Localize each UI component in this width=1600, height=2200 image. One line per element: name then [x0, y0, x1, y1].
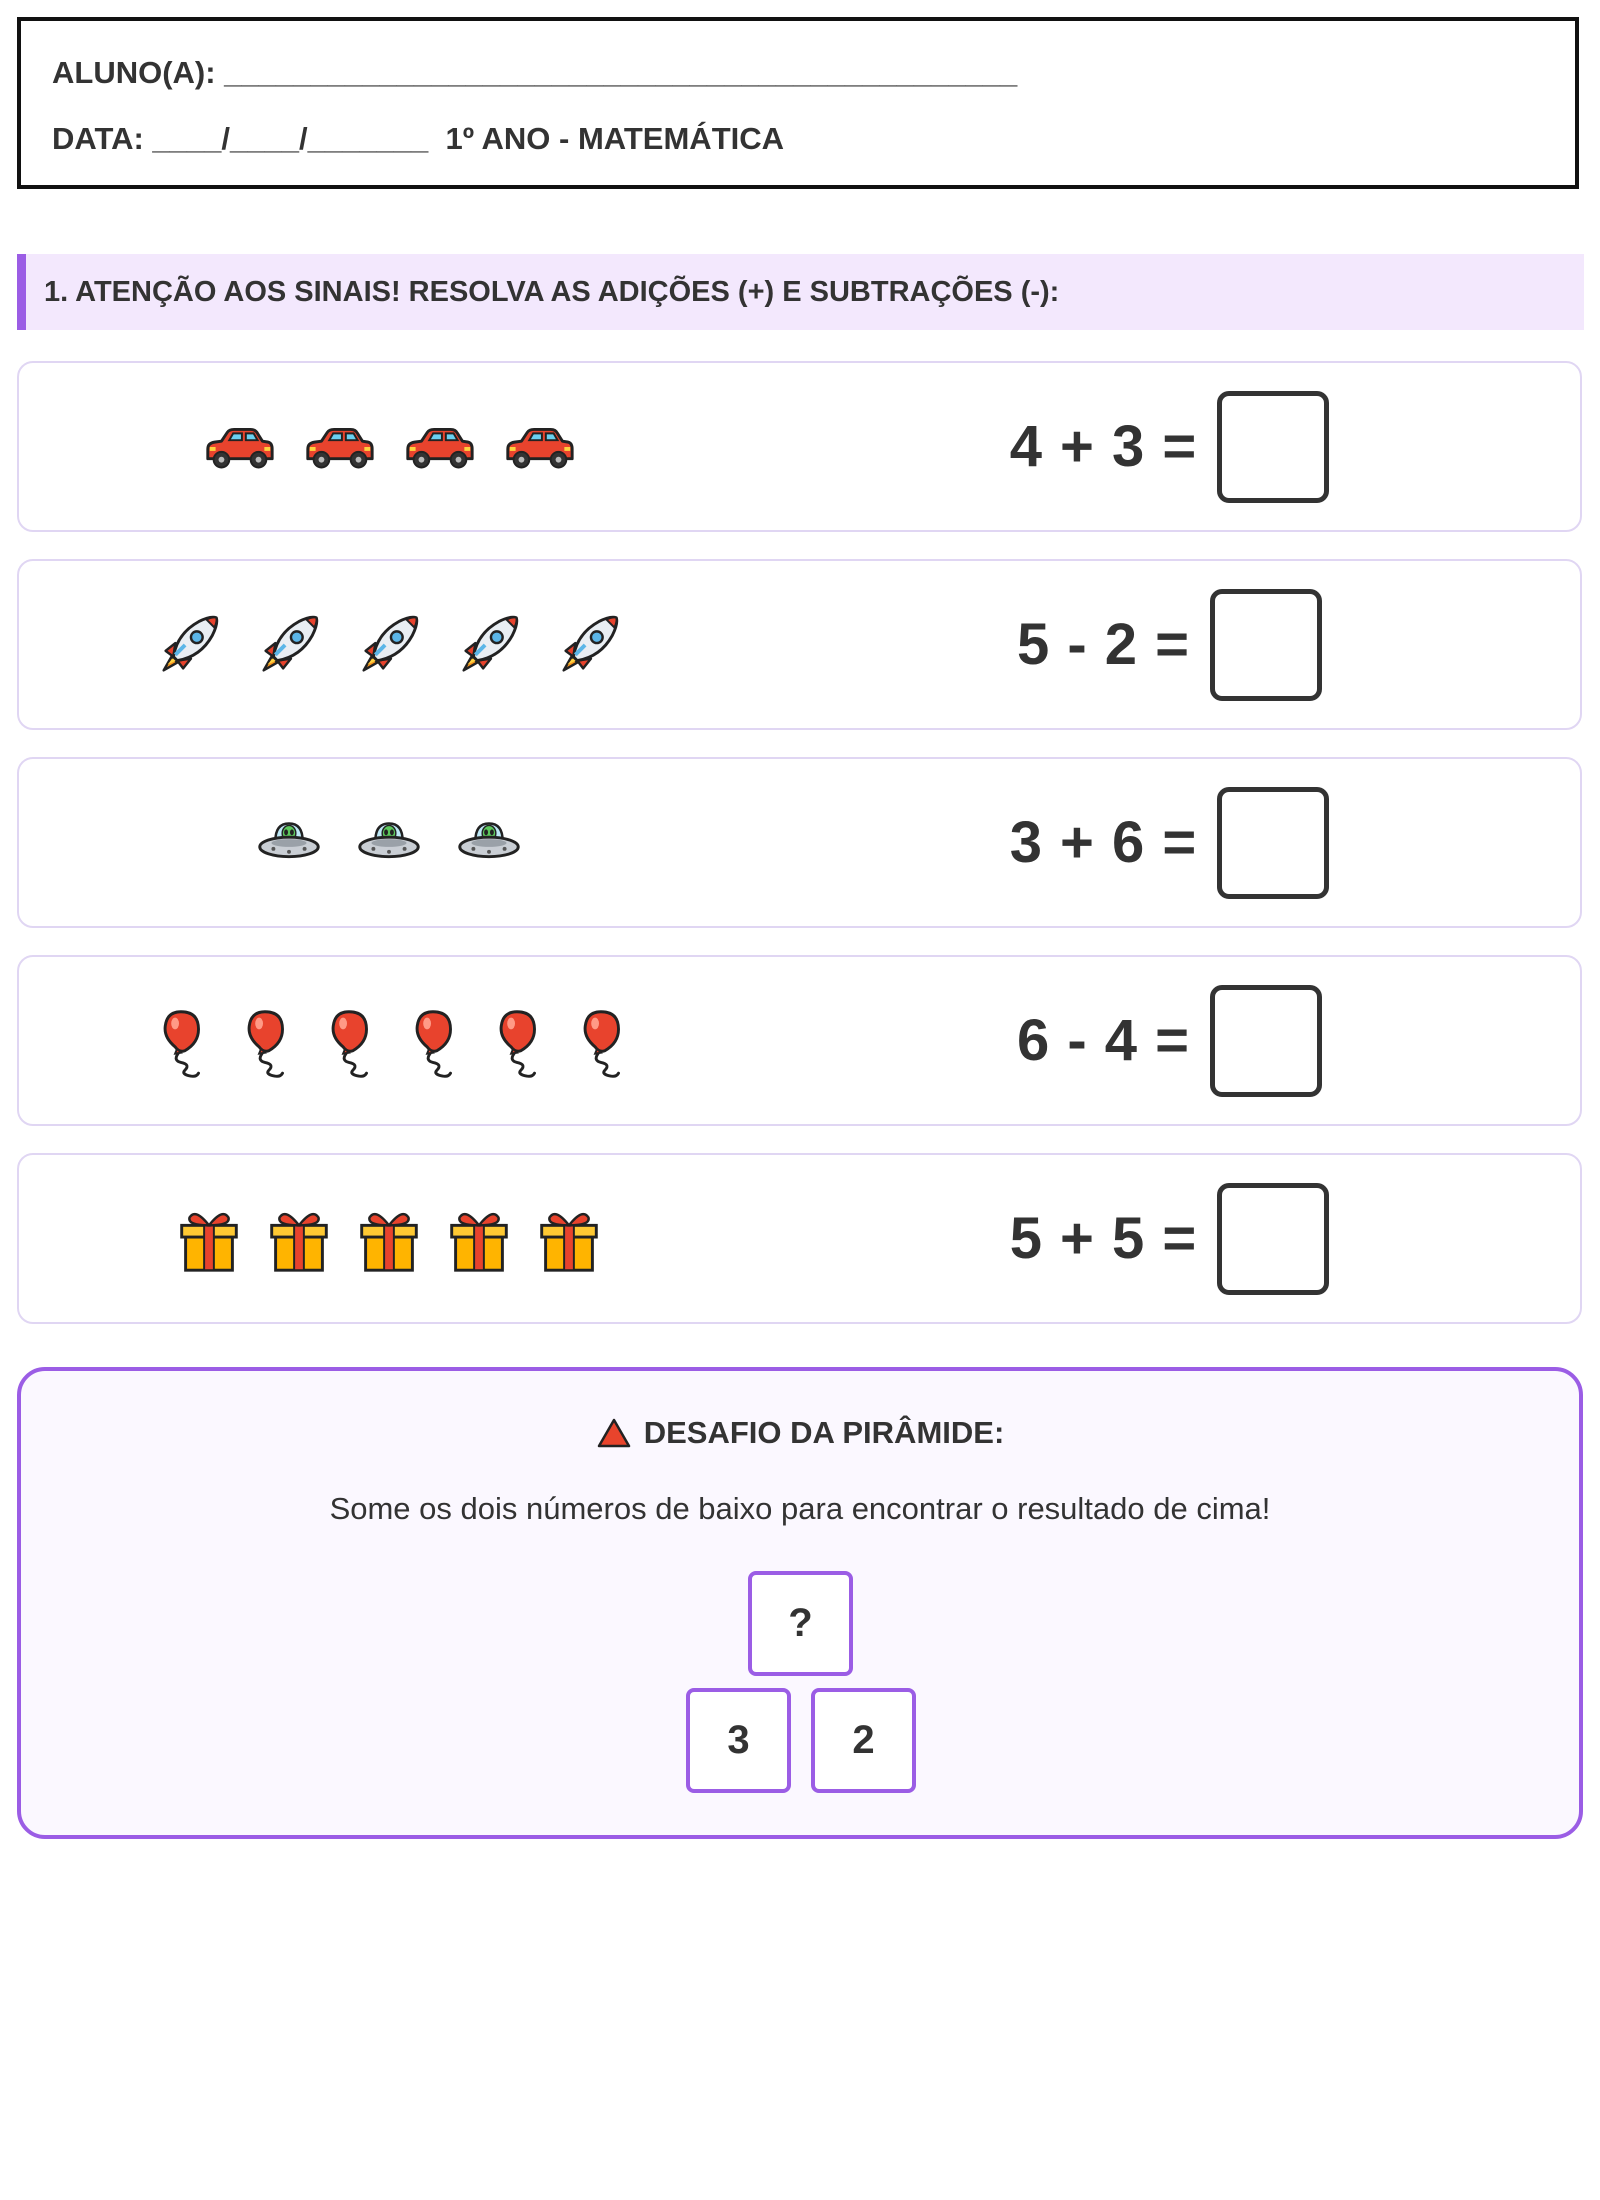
pyramid-bottom-right-box: 2 — [811, 1688, 916, 1793]
answer-box[interactable] — [1217, 1183, 1329, 1295]
equation: 3 + 6 = — [1009, 810, 1198, 875]
section-title: 1. ATENÇÃO AOS SINAIS! RESOLVA AS ADIÇÕES (+) E SUBTRAÇÕES (-): — [17, 254, 1584, 330]
balloon-icon — [392, 1002, 470, 1080]
ufo-icon — [450, 804, 528, 882]
gift-icon — [440, 1200, 518, 1278]
car-icon — [500, 408, 578, 486]
equation: 5 + 5 = — [1009, 1206, 1198, 1271]
car-icon — [400, 408, 478, 486]
icons-row — [19, 1155, 759, 1322]
triangle-icon — [596, 1417, 632, 1449]
icons-row — [19, 363, 759, 530]
balloon-icon — [224, 1002, 302, 1080]
answer-box[interactable] — [1210, 985, 1322, 1097]
answer-box[interactable] — [1210, 589, 1322, 701]
answer-box[interactable] — [1217, 787, 1329, 899]
rocket-icon — [450, 606, 528, 684]
challenge-title — [21, 1415, 1579, 1451]
rocket-icon — [350, 606, 428, 684]
icons-row — [19, 957, 759, 1124]
gift-icon — [170, 1200, 248, 1278]
ufo-icon — [350, 804, 428, 882]
ufo-icon — [250, 804, 328, 882]
problem-card — [17, 361, 1582, 532]
balloon-icon — [308, 1002, 386, 1080]
car-icon — [300, 408, 378, 486]
problem-card — [17, 757, 1582, 928]
rocket-icon — [150, 606, 228, 684]
equation: 6 - 4 = — [1016, 1008, 1191, 1073]
problem-card — [17, 1153, 1582, 1324]
equation: 4 + 3 = — [1009, 414, 1198, 479]
problem-card — [17, 559, 1582, 730]
rocket-icon — [550, 606, 628, 684]
pyramid-challenge — [17, 1367, 1583, 1839]
car-icon — [200, 408, 278, 486]
gift-icon — [260, 1200, 338, 1278]
icons-row — [19, 561, 759, 728]
gift-icon — [530, 1200, 608, 1278]
balloon-icon — [140, 1002, 218, 1080]
answer-box[interactable] — [1217, 391, 1329, 503]
pyramid-top-box[interactable]: ? — [748, 1571, 853, 1676]
challenge-instruction: Some os dois números de baixo para encontrar o resultado de cima! — [329, 1491, 1271, 1526]
gift-icon — [350, 1200, 428, 1278]
date-grade-line: DATA: ____/____/_______ 1º ANO - MATEMÁTICA — [52, 121, 785, 156]
rocket-icon — [250, 606, 328, 684]
balloon-icon — [476, 1002, 554, 1080]
pyramid-bottom-left-box: 3 — [686, 1688, 791, 1793]
problem-card — [17, 955, 1582, 1126]
icons-row — [19, 759, 759, 926]
student-header — [17, 17, 1579, 189]
balloon-icon — [560, 1002, 638, 1080]
challenge-title-text: DESAFIO DA PIRÂMIDE: — [643, 1415, 1005, 1450]
student-name-line: ALUNO(A): ______________________________________________ — [52, 55, 1018, 90]
equation: 5 - 2 = — [1016, 612, 1191, 677]
